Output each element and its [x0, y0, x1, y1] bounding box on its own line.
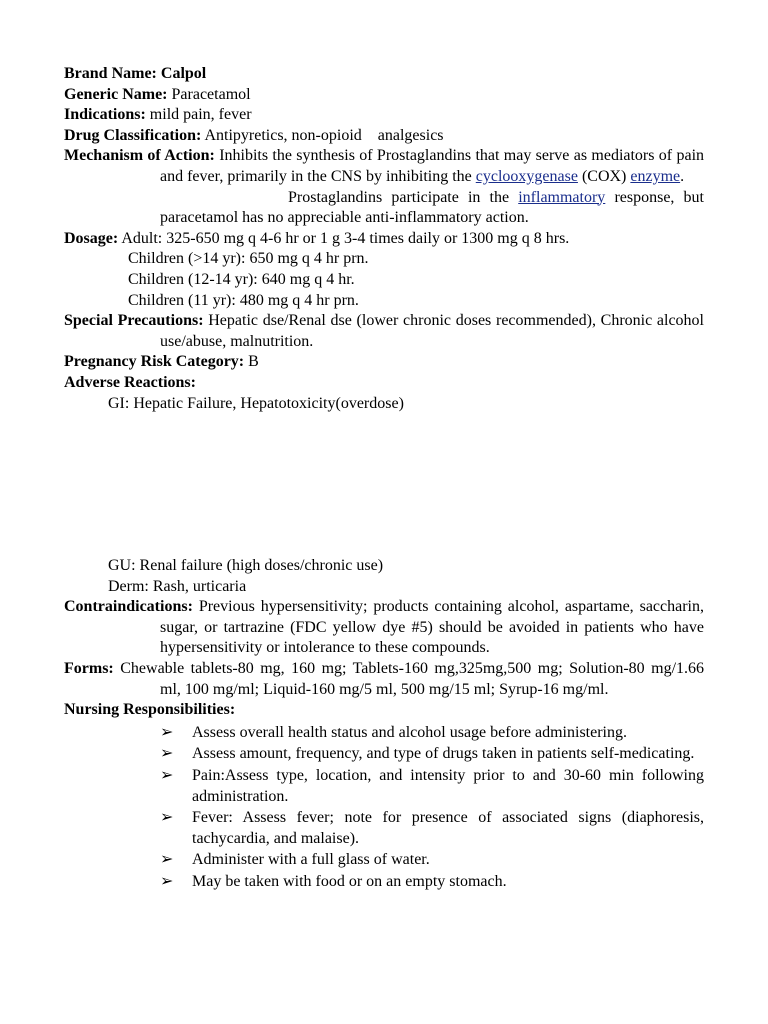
generic-name-value: Paracetamol — [171, 85, 251, 103]
list-item — [160, 872, 704, 893]
arrow-bullet-icon: ➢ — [160, 767, 174, 785]
adverse-reactions-label: Adverse Reactions: — [64, 373, 196, 391]
cox-text: (COX) — [581, 167, 627, 185]
list-item-text: Pain:Assess type, location, and intensity prior to and 30-60 min following administration. — [192, 767, 704, 805]
adverse-reactions-heading — [64, 373, 704, 394]
blank-space — [64, 414, 704, 556]
pregnancy-risk-value: B — [248, 353, 259, 371]
list-item — [160, 808, 704, 849]
adverse-derm: Derm: Rash, urticaria — [108, 577, 247, 595]
special-precautions-value: Hepatic dse/Renal dse (lower chronic doses recommended), Chronic alcohol use/abuse, malnutrition. — [160, 312, 705, 350]
arrow-bullet-icon: ➢ — [160, 745, 174, 763]
indications-line — [64, 105, 704, 126]
arrow-bullet-icon: ➢ — [160, 851, 174, 869]
adverse-gi: GI: Hepatic Failure, Hepatotoxicity(overdose) — [108, 394, 404, 412]
enzyme-link[interactable]: enzyme — [630, 167, 681, 185]
forms-value: Chewable tablets-80 mg, 160 mg; Tablets-160 mg,325mg,500 mg; Solution-80 mg/1.66 ml, 100 mg/ml; Liquid-160 mg/5 ml, 500 mg/15 ml; Syrup-16 mg/ml. — [120, 660, 705, 698]
pregnancy-risk-line — [64, 352, 704, 373]
dosage-adult: Adult: 325-650 mg q 4-6 hr or 1 g 3-4 times daily or 1300 mg q 8 hrs. — [121, 229, 570, 247]
contraindications-label: Contraindications: — [64, 598, 193, 616]
dosage-label: Dosage: — [64, 229, 119, 247]
mechanism-label: Mechanism of Action: — [64, 147, 215, 165]
special-precautions-label: Special Precautions: — [64, 312, 204, 330]
list-item — [160, 723, 704, 744]
drug-study-document — [64, 64, 704, 894]
nursing-responsibilities-list — [64, 723, 704, 893]
mechanism-text: Inhibits the synthesis of Prostaglandins that may serve as mediators of pain and fever, primarily in the CNS by inhibiting the — [160, 147, 705, 185]
pregnancy-risk-label: Pregnancy Risk Category: — [64, 353, 245, 371]
drug-classification-line — [64, 126, 704, 147]
arrow-bullet-icon: ➢ — [160, 723, 174, 741]
adverse-gu: GU: Renal failure (high doses/chronic use) — [108, 557, 384, 575]
mechanism-period: . — [680, 167, 685, 185]
cyclooxygenase-link[interactable]: cyclooxygenase — [475, 167, 578, 185]
inflammatory-link[interactable]: inflammatory — [518, 188, 606, 206]
arrow-bullet-icon: ➢ — [160, 873, 174, 890]
dosage-children-2: Children (12-14 yr): 640 mg q 4 hr. — [128, 270, 355, 288]
list-item-text: Assess overall health status and alcohol usage before administering. — [192, 723, 627, 741]
nursing-responsibilities-heading — [64, 700, 704, 721]
arrow-bullet-icon: ➢ — [160, 809, 174, 827]
forms — [64, 659, 704, 700]
drug-classification-value: Antipyretics, non-opioid analgesics — [204, 126, 444, 144]
nursing-responsibilities-label: Nursing Responsibilities: — [64, 701, 236, 719]
list-item-text: Administer with a full glass of water. — [192, 851, 430, 869]
dosage-line — [64, 229, 704, 250]
dosage-children-3: Children (11 yr): 480 mg q 4 hr prn. — [128, 291, 359, 309]
generic-name-label: Generic Name: — [64, 85, 168, 103]
generic-name-line — [64, 85, 704, 106]
mechanism-of-action — [64, 146, 704, 187]
prostaglandins-text: Prostaglandins participate in the — [288, 188, 510, 206]
indications-label: Indications: — [64, 106, 146, 124]
list-item — [160, 850, 704, 871]
brand-name-label: Brand Name: — [64, 65, 157, 82]
dosage-children-1: Children (>14 yr): 650 mg q 4 hr prn. — [128, 250, 369, 268]
contraindications — [64, 597, 704, 659]
list-item-text: May be taken with food or on an empty stomach. — [192, 873, 507, 890]
forms-label: Forms: — [64, 660, 114, 678]
list-item — [160, 744, 704, 765]
brand-name-line — [64, 64, 704, 85]
prostaglandins-paragraph — [64, 188, 704, 229]
list-item — [160, 766, 704, 807]
contraindications-value: Previous hypersensitivity; products containing alcohol, aspartame, saccharin, sugar, or tartrazine (FDC yellow dye #5) should be avoided in patients who have hypersensitivity or intolerance to these compounds. — [160, 598, 704, 657]
prostaglandins-text-end: response, but paracetamol has no appreciable anti-inflammatory action. — [160, 188, 704, 227]
indications-value: mild pain, fever — [149, 106, 252, 124]
list-item-text: Fever: Assess fever; note for presence of associated signs (diaphoresis, tachycardia, and malaise). — [192, 809, 704, 847]
drug-classification-label: Drug Classification: — [64, 126, 202, 144]
list-item-text: Assess amount, frequency, and type of drugs taken in patients self-medicating. — [192, 745, 695, 763]
special-precautions — [64, 311, 704, 352]
brand-name-value: Calpol — [160, 65, 207, 82]
